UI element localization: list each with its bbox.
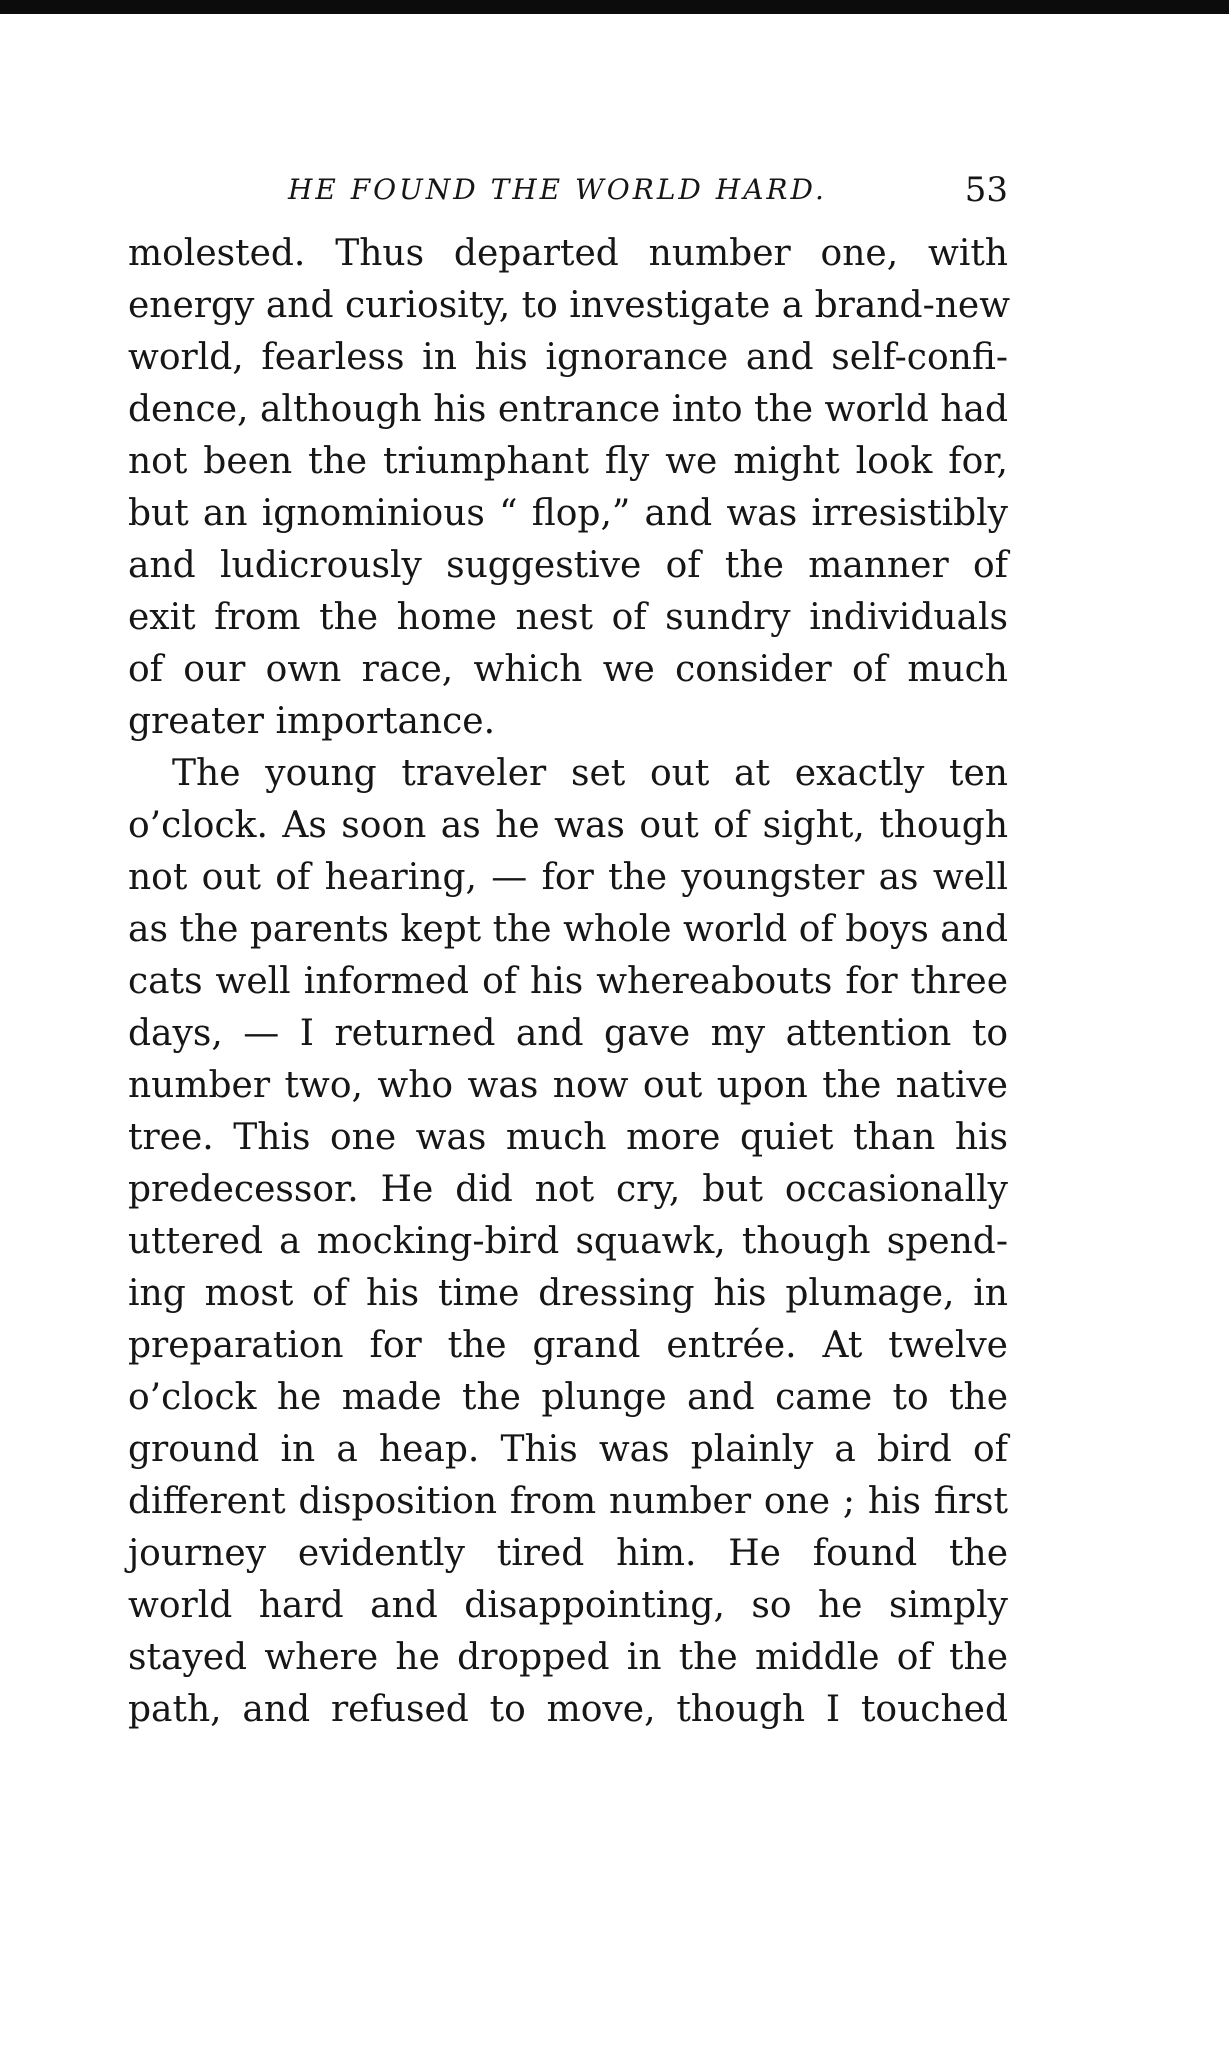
text-line: number two, who was now out upon the native: [128, 1065, 1008, 1106]
scan-border: [0, 0, 1229, 14]
text-line: different disposition from number one ; his first: [128, 1481, 1008, 1522]
text-line: tree. This one was much more quiet than his: [128, 1117, 1008, 1158]
text-line: o’clock he made the plunge and came to the: [128, 1377, 1008, 1418]
text-line: of our own race, which we consider of much: [128, 649, 1008, 690]
text-line: journey evidently tired him. He found the: [128, 1533, 1008, 1574]
text-line: world, fearless in his ignorance and self-confi-: [128, 337, 1008, 378]
page-number: 53: [964, 170, 1008, 210]
text-line: uttered a mocking-bird squawk, though spend-: [128, 1221, 1008, 1262]
text-line: not out of hearing, — for the youngster as well: [128, 857, 1008, 898]
body-text: [128, 228, 1011, 1736]
text-line: and ludicrously suggestive of the manner of: [128, 545, 1008, 586]
text-line: cats well informed of his whereabouts for three: [128, 961, 1008, 1002]
text-line: predecessor. He did not cry, but occasionally: [128, 1169, 1008, 1210]
text-line: dence, although his entrance into the world had: [128, 389, 1008, 430]
book-page: [128, 170, 1011, 1736]
text-line: ing most of his time dressing his plumage, in: [128, 1273, 1008, 1314]
text-line: greater importance.: [128, 701, 496, 742]
text-line: path, and refused to move, though I touched: [128, 1689, 1008, 1730]
text-line: ground in a heap. This was plainly a bird of: [128, 1429, 1008, 1470]
text-line: as the parents kept the whole world of boys and: [128, 909, 1008, 950]
text-line: stayed where he dropped in the middle of the: [128, 1637, 1008, 1678]
text-line: world hard and disappointing, so he simply: [128, 1585, 1008, 1626]
text-line: molested. Thus departed number one, with: [128, 233, 1008, 274]
text-line: not been the triumphant fly we might look for,: [128, 441, 1008, 482]
text-line: o’clock. As soon as he was out of sight, though: [128, 805, 1008, 846]
running-header: [128, 170, 1008, 230]
running-title: HE FOUND THE WORLD HARD.: [288, 173, 827, 206]
text-line: days, — I returned and gave my attention to: [128, 1013, 1008, 1054]
text-line: exit from the home nest of sundry individuals: [128, 597, 1008, 638]
text-line: but an ignominious “ flop,” and was irresistibly: [128, 493, 1008, 534]
text-line: energy and curiosity, to investigate a brand-new: [128, 285, 1011, 326]
text-line: The young traveler set out at exactly ten: [172, 753, 1008, 794]
text-line: preparation for the grand entrée. At twelve: [128, 1325, 1008, 1366]
